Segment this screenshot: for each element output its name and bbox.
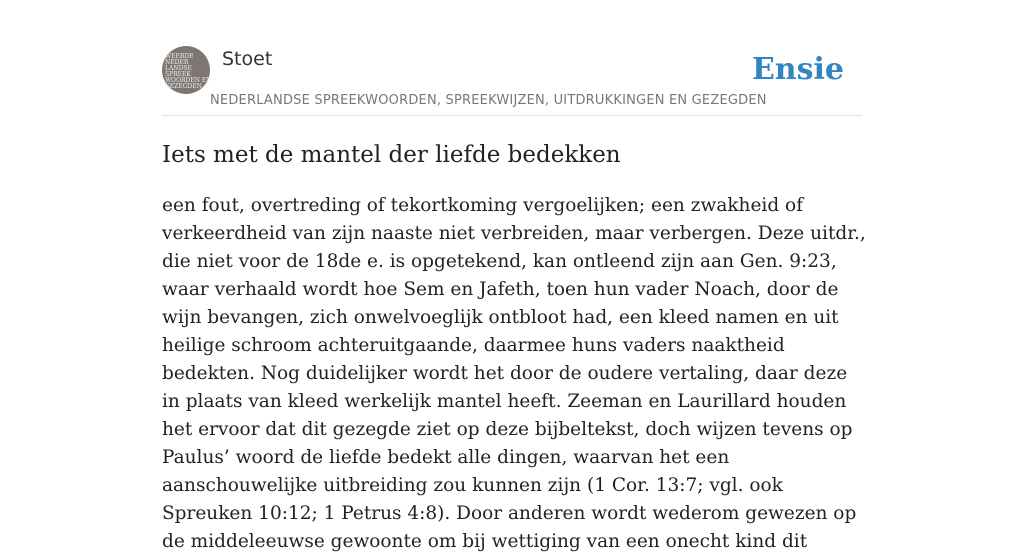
header [162, 46, 862, 116]
source-subtitle[interactable]: NEDERLANDSE SPREEKWOORDEN, SPREEKWIJZEN, UITDRUKKINGEN EN GEZEGDEN [210, 93, 767, 108]
brand-logo[interactable]: Ensie [751, 52, 844, 87]
entry-title: Iets met de mantel der liefde bedekken [162, 142, 621, 168]
avatar[interactable]: WEERDE NEDER LANDSE SPREEK WOORDEN EN GEZEGDEN [162, 46, 210, 94]
header-divider [162, 115, 862, 116]
author-name[interactable]: Stoet [222, 48, 273, 70]
entry-definition: een fout, overtreding of tekortkoming vergoelijken; een zwakheid of verkeerdheid van zijn naaste niet verbreiden, maar verbergen. Deze uitdr., die niet voor de 18de e. is opgetekend, kan ontleend zijn aan Gen. 9:23, waar verhaald wordt hoe Sem en Jafeth, toen hun vader Noach, door de wijn bevangen, zich onwelvoeglijk ontbloot had, een kleed namen en uit heilige schroom achteruitgaande, daarmee huns vaders naaktheid bedekten. Nog duidelijker wordt het door de oudere vertaling, daar deze in plaats van kleed werkelijk mantel heeft. Zeeman en Laurillard houden het ervoor dat dit gezegde ziet op deze bijbeltekst, doch wijzen tevens op Paulus’ woord de liefde bedekt alle dingen, waarvan het een aanschouwelijke uitbreiding zou kunnen zijn (1 Cor. 13:7; vgl. ook Spreuken 10:12; 1 Petrus 4:8). Door anderen wordt wederom gewezen op de middeleeuwse gewoonte om bij wettiging van een onecht kind dit [162, 195, 866, 552]
